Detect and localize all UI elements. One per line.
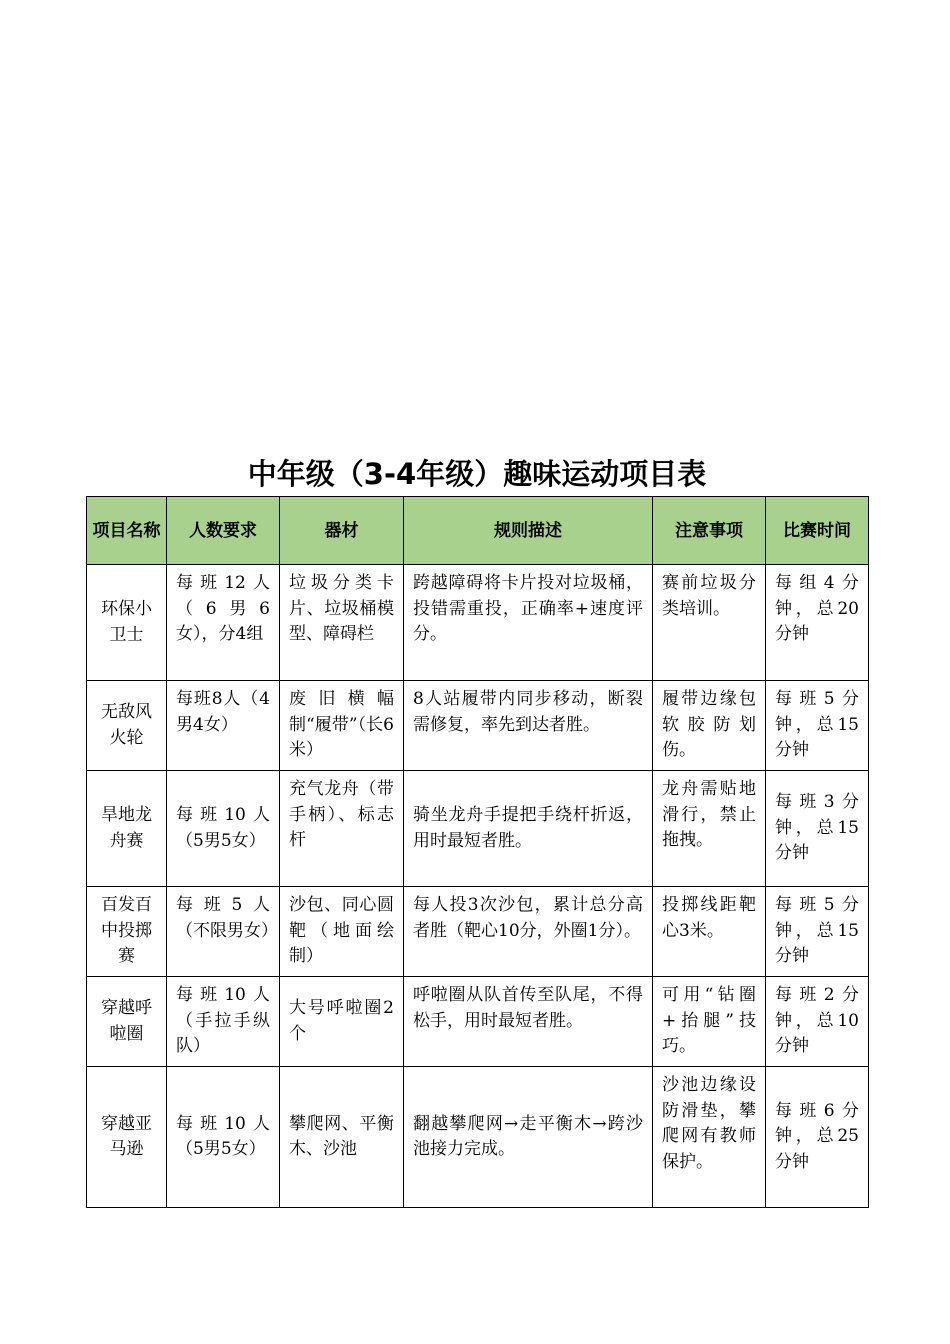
- people-cell: 每班10人（手拉手纵队）: [167, 977, 280, 1067]
- event-name-cell: 穿越亚马逊: [87, 1067, 167, 1208]
- header-time: 比赛时间: [766, 497, 869, 565]
- event-name-cell: 环保小卫士: [87, 565, 167, 681]
- rules-cell: 8人站履带内同步移动，断裂需修复，率先到达者胜。: [404, 681, 653, 771]
- table-row: [87, 977, 869, 1067]
- equipment-cell: 大号呼啦圈2个: [280, 977, 404, 1067]
- equipment-cell: 充气龙舟（带手柄）、标志杆: [280, 771, 404, 887]
- event-name-cell: 无敌风火轮: [87, 681, 167, 771]
- event-name-cell: 穿越呼啦圈: [87, 977, 167, 1067]
- event-name-cell: 百发百中投掷赛: [87, 887, 167, 977]
- equipment-cell: 攀爬网、平衡木、沙池: [280, 1067, 404, 1208]
- event-name-cell: 旱地龙舟赛: [87, 771, 167, 887]
- header-equipment: 器材: [280, 497, 404, 565]
- notes-cell: 可用“钻圈+抬腿”技巧。: [653, 977, 766, 1067]
- header-people: 人数要求: [167, 497, 280, 565]
- time-cell: 每班2分钟，总10分钟: [766, 977, 869, 1067]
- rules-cell: 呼啦圈从队首传至队尾，不得松手，用时最短者胜。: [404, 977, 653, 1067]
- people-cell: 每班10人（5男5女）: [167, 1067, 280, 1208]
- notes-cell: 龙舟需贴地滑行，禁止拖拽。: [653, 771, 766, 887]
- notes-cell: 履带边缘包软胶防划伤。: [653, 681, 766, 771]
- time-cell: 每班5分钟，总15分钟: [766, 681, 869, 771]
- header-rules: 规则描述: [404, 497, 653, 565]
- time-cell: 每班3分钟，总15分钟: [766, 771, 869, 887]
- notes-cell: 沙池边缘设防滑垫，攀爬网有教师保护。: [653, 1067, 766, 1208]
- rules-cell: 跨越障碍将卡片投对垃圾桶，投错需重投，正确率+速度评分。: [404, 565, 653, 681]
- people-cell: 每班10人（5男5女）: [167, 771, 280, 887]
- equipment-cell: 废旧横幅制“履带”（长6米）: [280, 681, 404, 771]
- notes-cell: 投掷线距靶心3米。: [653, 887, 766, 977]
- header-notes: 注意事项: [653, 497, 766, 565]
- page-title: 中年级（3-4年级）趣味运动项目表: [247, 457, 707, 491]
- people-cell: 每班8人（4男4女）: [167, 681, 280, 771]
- table-row: [87, 887, 869, 977]
- rules-cell: 骑坐龙舟手提把手绕杆折返，用时最短者胜。: [404, 771, 653, 887]
- event-table: [86, 496, 869, 1208]
- table-row: [87, 1067, 869, 1208]
- time-cell: 每班6分钟，总25分钟: [766, 1067, 869, 1208]
- table-header-row: [87, 497, 869, 565]
- header-name: 项目名称: [87, 497, 167, 565]
- rules-cell: 翻越攀爬网→走平衡木→跨沙池接力完成。: [404, 1067, 653, 1208]
- table-row: [87, 771, 869, 887]
- table-row: [87, 565, 869, 681]
- table-row: [87, 681, 869, 771]
- time-cell: 每班5分钟，总15分钟: [766, 887, 869, 977]
- rules-cell: 每人投3次沙包，累计总分高者胜（靶心10分，外圈1分）。: [404, 887, 653, 977]
- people-cell: 每班12人（6男6女），分4组: [167, 565, 280, 681]
- equipment-cell: 沙包、同心圆靶（地面绘制）: [280, 887, 404, 977]
- equipment-cell: 垃圾分类卡片、垃圾桶模型、障碍栏: [280, 565, 404, 681]
- time-cell: 每组4分钟，总20分钟: [766, 565, 869, 681]
- people-cell: 每班5人（不限男女）: [167, 887, 280, 977]
- notes-cell: 赛前垃圾分类培训。: [653, 565, 766, 681]
